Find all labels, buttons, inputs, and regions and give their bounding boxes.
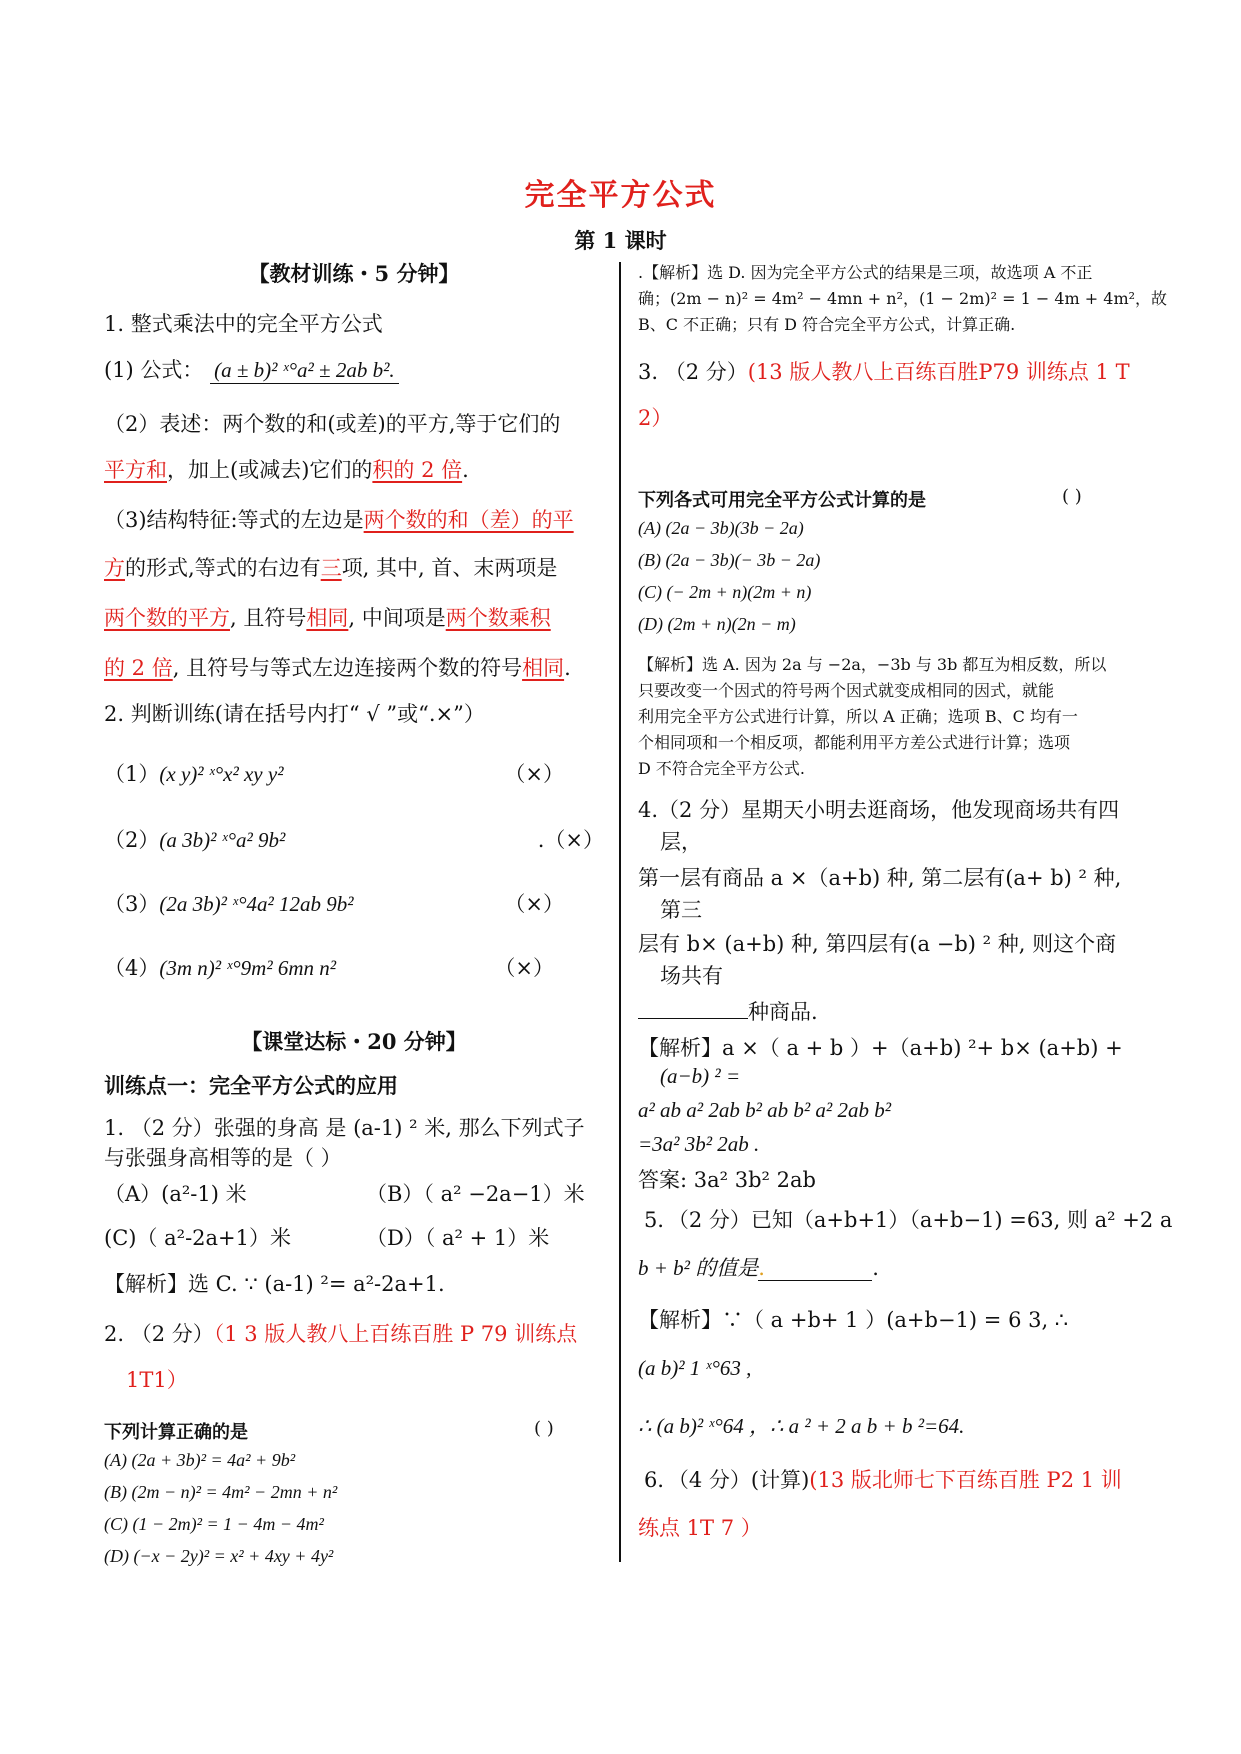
q1-3-text-d: , 且符号与等式左边连接两个数的符号	[172, 656, 523, 680]
judge-expr: (2a 3b)² ˣ°4a² 12ab 9b²	[159, 892, 354, 916]
judge-expr: (x y)² ˣ°x² xy y²	[159, 762, 284, 786]
answer-same-sign: 相同	[306, 606, 349, 630]
q1-3-line-c	[104, 602, 551, 632]
section-heading-classroom: 【课堂达标・20 分钟】	[241, 1029, 467, 1054]
q1-3-text-c2: , 中间项是	[348, 606, 446, 630]
judge-item	[104, 758, 604, 788]
judge-label: （1）	[104, 762, 160, 786]
judge-expr: (a 3b)² ˣ°a² 9b²	[159, 828, 286, 852]
p1-option-c: (C)（ a²-2a+1）米	[104, 1226, 292, 1250]
p2-source: （1 3 版人教八上百练百胜 P 79 训练点	[213, 1322, 578, 1346]
q1-3-text-a: （3)结构特征:等式的左边是	[104, 508, 364, 532]
p3-analysis-a: 【解析】选 A. 因为 2a 与 −2a，−3b 与 3b 都互为相反数，所以	[638, 655, 1107, 674]
p6-line-a	[644, 1464, 1122, 1494]
p3-analysis-c: 利用完全平方公式进行计算，所以 A 正确；选项 B、C 均有一	[638, 707, 1078, 726]
p4-line-b: 层，	[660, 830, 702, 854]
q1-3-line-d	[104, 652, 571, 682]
p1-stem-a: 1. （2 分）张强的身高 是 (a-1) ² 米, 那么下列式子	[104, 1116, 585, 1140]
q1-3-line-b	[104, 552, 557, 582]
q1-1-formula-line	[104, 354, 399, 384]
p2-option-d: (D) (−x − 2y)² = x² + 4xy + 4y²	[104, 1546, 334, 1566]
p2-analysis-b: 确；(2m − n)² = 4m² − 4mn + n²，(1 − 2m)² = 1 − 4m + 4m²，故	[638, 289, 1168, 308]
judge-label: （4）	[104, 956, 160, 980]
q1-1-formula: (a ± b)² ˣ°a² ± 2ab b².	[210, 358, 399, 384]
p3-analysis-b: 只要改变一个因式的符号两个因式就变成相同的因式，就能	[638, 681, 1055, 700]
p3-number: 3. （2 分）	[638, 360, 748, 384]
answer-twice-product: 积的 2 倍	[372, 458, 463, 482]
p2-question: 下列计算正确的是	[104, 1422, 248, 1443]
answer-square-cont: 方	[104, 556, 125, 580]
judge-item	[104, 952, 604, 982]
p5-analysis-b: (a b)² 1 ˣ°63 ,	[638, 1356, 752, 1380]
q1-1-label: (1) 公式：	[104, 358, 204, 382]
p4-analysis-d: =3a² 3b² 2ab .	[638, 1132, 760, 1156]
judge-mark: （×）	[494, 956, 554, 980]
p1-option-a: （A）(a²-1) 米	[104, 1182, 247, 1206]
training-point-heading: 训练点一：完全平方公式的应用	[104, 1073, 398, 1098]
p2-option-b: (B) (2m − n)² = 4m² − 2mn + n²	[104, 1482, 338, 1502]
p1-answer: 【解析】选 C. ∵ (a-1) ²= a²-2a+1.	[104, 1272, 445, 1296]
q1-3-text-d-end: .	[564, 656, 571, 680]
q1-2-line-a: （2）表述：两个数的和(或差)的平方,等于它们的	[104, 412, 561, 436]
p2-analysis-c: B、C 不正确；只有 D 符合完全平方公式，计算正确.	[638, 315, 1016, 334]
p4-line-d: 第三	[660, 898, 702, 922]
p4-line-g	[638, 996, 818, 1026]
p5-line-b	[638, 1252, 879, 1282]
answer-twice: 的 2 倍	[104, 656, 173, 680]
p4-answer-line: 答案: 3a² 3b² 2ab	[638, 1168, 816, 1192]
judge-label: （2）	[104, 828, 160, 852]
answer-square-sum: 平方和	[104, 458, 167, 482]
p4-line-f: 场共有	[660, 964, 723, 988]
p5-line-a: 5．（2 分）已知（a+b+1）（a+b−1) =63, 则 a² +2 a	[644, 1208, 1173, 1232]
judge-mark: （×）	[504, 892, 564, 916]
p2-number: 2. （2 分）	[104, 1322, 214, 1346]
p2-source-cont: 1T1）	[126, 1368, 188, 1392]
section-heading-textbook: 【教材训练・5 分钟】	[248, 261, 460, 286]
p5-answer-blank[interactable]: .	[758, 1256, 872, 1281]
p5-analysis-a: 【解析】∵（ a +b+ 1 ）(a+b−1) = 6 3, ∴	[638, 1308, 1069, 1332]
p1-stem-b: 与张强身高相等的是（ ）	[104, 1146, 342, 1170]
p5-stem-end: b + b² 的值是	[638, 1256, 759, 1280]
p3-option-d: (D) (2m + n)(2n − m)	[638, 614, 796, 634]
q1-3-text-b: 的形式,等式的右边有	[125, 556, 321, 580]
p4-answer-blank[interactable]	[638, 1018, 748, 1019]
answer-sum-diff-square: 两个数的和（差）的平	[363, 508, 574, 532]
p2-answer-paren: ( )	[534, 1418, 554, 1439]
p3-answer-paren: ( )	[1062, 486, 1082, 507]
p4-analysis-c: a² ab a² 2ab b² ab b² a² 2ab b²	[638, 1098, 892, 1122]
p3-analysis-e: D 不符合完全平方公式.	[638, 759, 806, 778]
answer-two-squares: 两个数的平方	[104, 606, 230, 630]
p4-blank-suffix: 种商品.	[748, 1000, 818, 1024]
q1-3-line-a	[104, 504, 574, 534]
p4-line-a: 4.（2 分）星期天小明去逛商场，他发现商场共有四	[638, 798, 1120, 822]
q1-2-line-b	[104, 454, 469, 484]
p6-source-cont: 练点 1T 7 ）	[638, 1516, 762, 1540]
p2-analysis-a: .【解析】选 D. 因为完全平方公式的结果是三项，故选项 A 不正	[638, 263, 1093, 282]
page-title: 完全平方公式	[524, 178, 717, 213]
judge-mark: .（×）	[537, 828, 604, 852]
p4-line-c: 第一层有商品 a ×（a+b) 种, 第二层有(a+ b) ² 种,	[638, 866, 1122, 890]
p3-option-c: (C) (− 2m + n)(2m + n)	[638, 582, 812, 602]
lesson-subtitle: 第 1 课时	[574, 228, 667, 253]
p4-line-e: 层有 b× (a+b) 种, 第四层有(a −b) ² 种, 则这个商	[638, 932, 1117, 956]
p3-option-a: (A) (2a − 3b)(3b − 2a)	[638, 518, 804, 538]
p2-stem-line-a	[104, 1318, 577, 1348]
p3-stem-line-a	[638, 356, 1130, 386]
judge-item	[104, 824, 604, 854]
p6-number: 6．（4 分）(计算)	[644, 1468, 810, 1492]
judge-item	[104, 888, 604, 918]
p1-option-d: （D）（ a² + 1）米	[366, 1226, 550, 1250]
p5-analysis-c: ∴ (a b)² ˣ°64 ，∴ a ² + 2 a b + b ²=64.	[638, 1414, 965, 1438]
q1-2-text: ，加上(或减去)它们的	[167, 458, 373, 482]
q1-3-text-b-end: 项, 其中, 首、末两项是	[341, 556, 558, 580]
p2-option-a: (A) (2a + 3b)² = 4a² + 9b²	[104, 1450, 296, 1470]
q1-heading: 1. 整式乘法中的完全平方公式	[104, 312, 383, 336]
answer-same: 相同	[522, 656, 565, 680]
q1-3-text-c: , 且符号	[230, 606, 307, 630]
p3-source: (13 版人教八上百练百胜P79 训练点 1 T	[747, 360, 1130, 384]
column-divider	[619, 262, 621, 1562]
judge-expr: (3m n)² ˣ°9m² 6mn n²	[159, 956, 337, 980]
answer-three: 三	[320, 556, 342, 580]
p3-option-b: (B) (2a − 3b)(− 3b − 2a)	[638, 550, 821, 570]
p5-period: .	[872, 1256, 879, 1280]
p6-source: (13 版北师七下百练百胜 P2 1 训	[809, 1468, 1122, 1492]
p2-option-c: (C) (1 − 2m)² = 1 − 4m − 4m²	[104, 1514, 324, 1534]
q1-2-end: .	[462, 458, 469, 482]
p1-option-b: （B）（ a² −2a−1）米	[366, 1182, 585, 1206]
p4-analysis-a: 【解析】a ×（ a + b ）+（a+b) ²+ b× (a+b) +	[638, 1036, 1123, 1060]
p3-source-cont: 2）	[638, 406, 673, 430]
p3-analysis-d: 个相同项和一个相反项，都能利用平方差公式进行计算；选项	[638, 733, 1071, 752]
q2-heading: 2. 判断训练(请在括号内打“ √ ”或“.×”）	[104, 702, 485, 726]
answer-product: 两个数乘积	[445, 606, 551, 630]
judge-label: （3）	[104, 892, 160, 916]
p4-analysis-b: (a−b) ² =	[660, 1064, 741, 1088]
p3-question: 下列各式可用完全平方公式计算的是	[638, 490, 926, 511]
judge-mark: （×）	[504, 762, 564, 786]
